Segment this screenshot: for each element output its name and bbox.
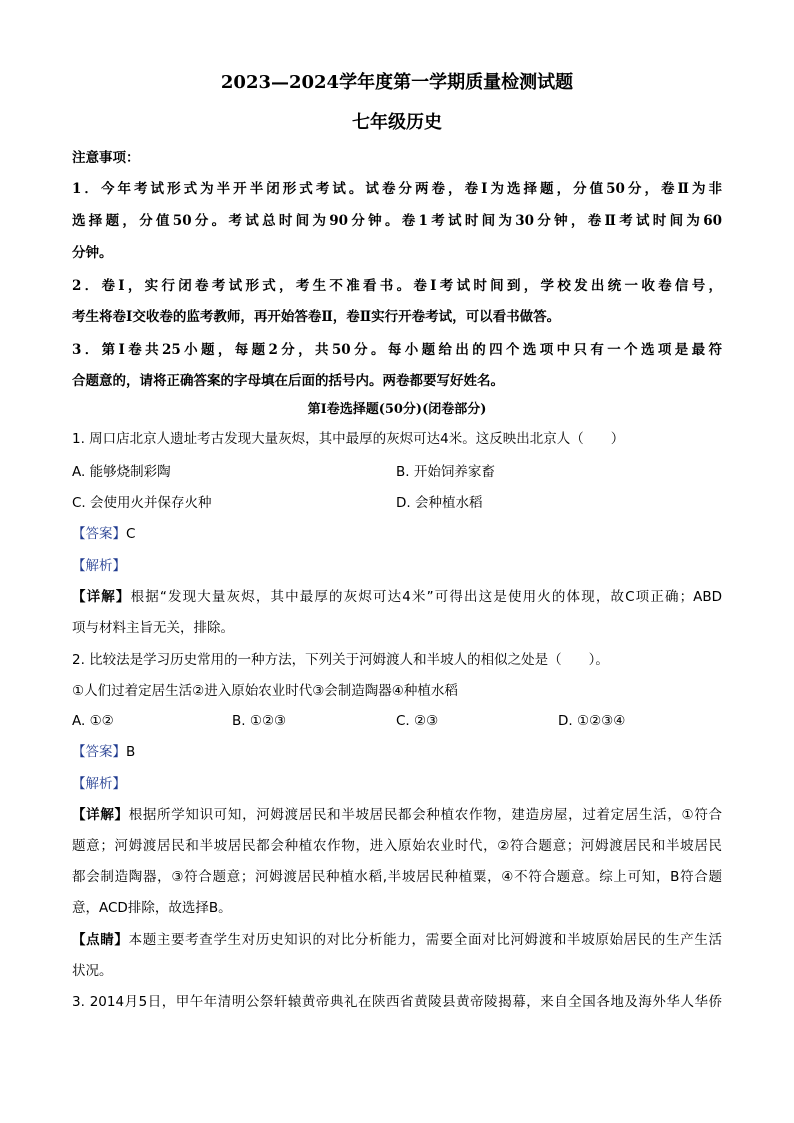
q2-point: 状况。 xyxy=(72,963,113,979)
q1-option-a: A. 能够烧制彩陶 xyxy=(72,464,171,480)
notes-line: 3．第Ⅰ卷共25小题，每题2分，共50分。每小题给出的四个选项中只有一个选项是最符 xyxy=(72,342,722,358)
q1-answer: C xyxy=(126,526,136,542)
q2-option-a: A. ①② xyxy=(72,713,114,729)
analysis-label: 【解析】 xyxy=(72,558,126,574)
q2-option-c: C. ②③ xyxy=(396,713,439,729)
analysis-label: 【解析】 xyxy=(72,776,126,792)
q2-statements: ①人们过着定居生活②进入原始农业时代③会制造陶器④种植水稻 xyxy=(72,683,458,699)
q2-answer: B xyxy=(126,744,136,760)
q1-stem: 1. 周口店北京人遗址考古发现大量灰烬，其中最厚的灰烬可达4米。这反映出北京人（ ） xyxy=(72,431,625,447)
q2-option-b: B. ①②③ xyxy=(232,713,287,729)
q1-option-c: C. 会使用火并保存火种 xyxy=(72,495,212,511)
q2-detail: 都会制造陶器，③符合题意；河姆渡居民种植水稻,半坡居民种植粟，④不符合题意。综上可知，B符合题 xyxy=(72,869,722,885)
notes-line: 分钟。 xyxy=(72,245,113,261)
q1-detail: 根据“发现大量灰烬，其中最厚的灰烬可达4米”可得出这是使用火的体现，故C项正确；ABD xyxy=(130,589,722,605)
exam-title: 2023—2024学年度第一学期质量检测试题 xyxy=(220,72,574,93)
q3-stem: 3. 2014月5日，甲午年清明公祭轩辕黄帝典礼在陕西省黄陵县黄帝陵揭幕，来自全国各地及海外华人华侨 xyxy=(72,994,722,1010)
answer-label: 【答案】 xyxy=(72,744,126,760)
q2-point: 本题主要考查学生对历史知识的对比分析能力，需要全面对比河姆渡和半坡原始居民的生产生活 xyxy=(128,932,722,948)
notes-line: 考生将卷Ⅰ交收卷的监考教师，再开始答卷Ⅱ，卷Ⅱ实行开卷考试，可以看书做答。 xyxy=(72,309,561,325)
notes-line: 1．今年考试形式为半开半闭形式考试。试卷分两卷，卷Ⅰ为选择题，分值50分，卷Ⅱ为非 xyxy=(72,181,722,197)
q1-option-d: D. 会种植水稻 xyxy=(396,495,483,511)
detail-label: 【详解】 xyxy=(72,807,129,823)
q2-detail: 意，ACD排除，故选择B。 xyxy=(72,900,232,916)
point-label: 【点睛】 xyxy=(72,932,129,948)
notes-line: 2．卷Ⅰ，实行闭卷考试形式，考生不准看书。卷Ⅰ考试时间到，学校发出统一收卷信号， xyxy=(72,278,722,294)
q2-detail: 根据所学知识可知，河姆渡居民和半坡居民都会种植农作物，建造房屋，过着定居生活，①符合 xyxy=(128,807,722,823)
detail-label: 【详解】 xyxy=(72,589,131,605)
q1-option-b: B. 开始饲养家畜 xyxy=(396,464,495,480)
notes-line: 选择题，分值50分。考试总时间为90分钟。卷1考试时间为30分钟，卷Ⅱ考试时间为60 xyxy=(72,213,722,229)
q2-option-d: D. ①②③④ xyxy=(558,713,626,729)
answer-label: 【答案】 xyxy=(72,526,126,542)
notes-heading: 注意事项： xyxy=(72,150,140,166)
q2-stem: 2. 比较法是学习历史常用的一种方法，下列关于河姆渡人和半坡人的相似之处是（ ）。 xyxy=(72,652,609,668)
exam-subtitle: 七年级历史 xyxy=(352,112,442,133)
q1-detail: 项与材料主旨无关，排除。 xyxy=(72,620,234,636)
section-title: 第Ⅰ卷选择题(50分)(闭卷部分) xyxy=(307,402,487,417)
q2-detail: 题意；河姆渡居民和半坡居民都会种植农作物，进入原始农业时代，②符合题意；河姆渡居民和半坡居民 xyxy=(72,838,722,854)
notes-line: 合题意的，请将正确答案的字母填在后面的括号内。两卷都要写好姓名。 xyxy=(72,373,504,389)
